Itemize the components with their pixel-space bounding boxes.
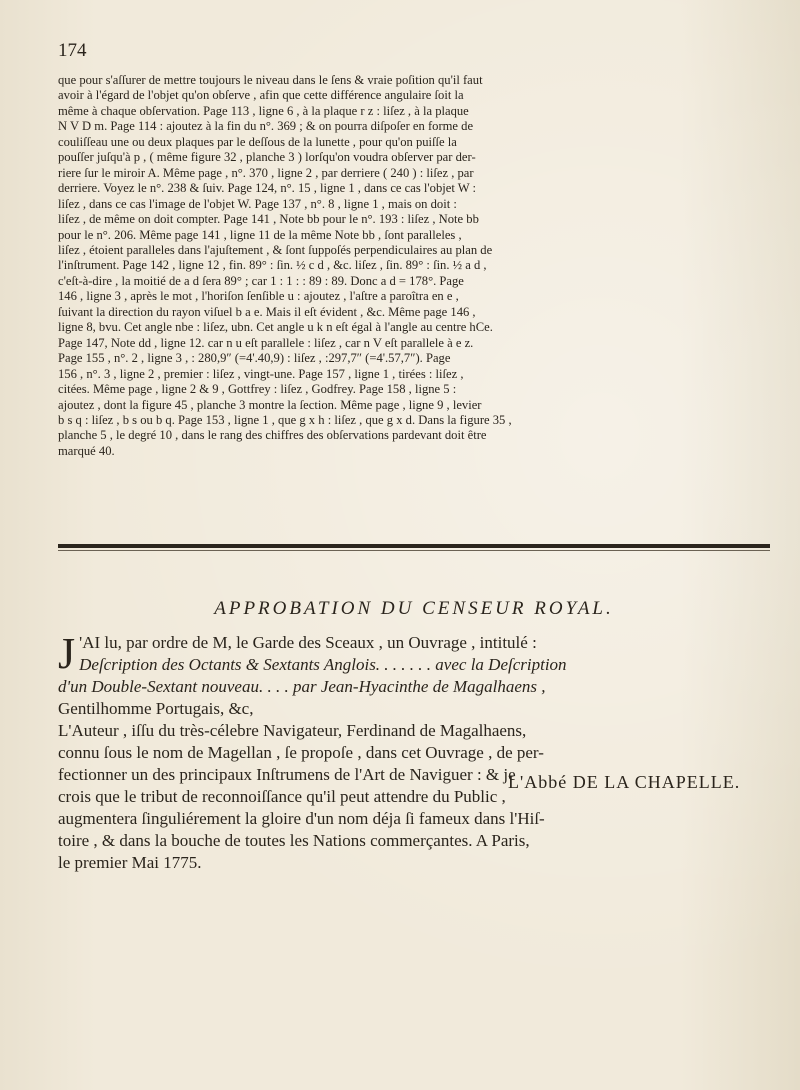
errata-line-11: pour le n°. 206. Même page 141 , ligne 11 de la même Note bb , ſont paralleles , [58, 227, 462, 242]
errata-line-21: citées. Même page , ligne 2 & 9 , Gottfrey : liſez , Godfrey. Page 158 , ligne 5 : [58, 382, 457, 397]
censor-signature: L'Abbé DE LA CHAPELLE. [508, 772, 741, 792]
errata-line-9: liſez , dans ce cas l'image de l'objet W. Page 137 , n°. 8 , ligne 1 , mais on doit : [58, 196, 457, 211]
approbation-line-8: crois que le tribut de reconnoiſſance qu'il peut attendre du Public , [58, 787, 506, 806]
approbation-line-3 [58, 676, 770, 698]
errata-line-7: riere ſur le miroir A. Même page , n°. 370 , ligne 2 , par derriere ( 240 ) : liſez , par [58, 165, 474, 180]
errata-line-3: même à chaque obſervation. Page 113 , ligne 6 , à la plaque r z : liſez , à la plaque [58, 103, 469, 118]
errata-line-13: l'inſtrument. Page 142 , ligne 12 , fin. 89° : ſin. ½ c d , &c. liſez , ſin. 89° : ſin. ½ a d , [58, 258, 487, 273]
approbation-line-11: le premier Mai 1775. [58, 853, 202, 872]
approbation-line-4: Gentilhomme Portugais, &c, [58, 699, 254, 718]
drop-cap: J [58, 629, 76, 678]
errata-line-18: Page 147, Note dd , ligne 12. car n u eſt parallele : liſez , car n V eſt parallele à e z. [58, 335, 474, 350]
errata-line-16: ſuivant la direction du rayon viſuel b a e. Mais il eſt évident , &c. Même page 146 , [58, 304, 476, 319]
approbation-line-10: toire , & dans la bouche de toutes les Nations commerçantes. A Paris, [58, 831, 530, 850]
approbation-title: APPROBATION DU CENSEUR ROYAL. [214, 598, 614, 619]
errata-line-14: c'eſt-à-dire , la moitié de a d ſera 89° ; car 1 : 1 : : 89 : 89. Donc a d = 178°. Page [58, 273, 464, 288]
errata-line-10: liſez , de même on doit compter. Page 141 , Note bb pour le n°. 193 : liſez , Note bb [58, 212, 479, 227]
errata-line-6: pouſſer juſqu'à p , ( même figure 32 , planche 3 ) lorſqu'on voudra obſerver par der- [58, 150, 476, 165]
errata-line-5: couliſſeau une ou deux plaques par le deſſous de la lunette , pour qu'on puiſſe la [58, 134, 457, 149]
approbation-line-2-text: Deſcription des Octants & Sextants Anglois. . . . . . . avec la Deſcription [79, 655, 567, 674]
approbation-line-5: L'Auteur , iſſu du très-célebre Navigateur, Ferdinand de Magalhaens, [58, 721, 527, 740]
errata-line-20: 156 , n°. 3 , ligne 2 , premier : liſez , vingt-une. Page 157 , ligne 1 , tirées : liſez , [58, 366, 464, 381]
approbation-body [58, 629, 770, 874]
errata-line-8: derriere. Voyez le n°. 238 & ſuiv. Page 124, n°. 15 , ligne 1 , dans ce cas l'objet W : [58, 181, 477, 196]
section-divider-thick [58, 544, 770, 548]
errata-line-24: planche 5 , le degré 10 , dans le rang des chiffres des obſervations pardevant doit être [58, 428, 487, 443]
errata-text [58, 73, 766, 459]
approbation-line-2 [58, 654, 770, 676]
errata-line-23: b s q : liſez , b s ou b q. Page 153 , ligne 1 , que g x h : liſez , que g x d. Dans la figure 35 , [58, 412, 512, 427]
errata-line-19: Page 155 , n°. 2 , ligne 3 , : 280,9″ (=4'.40,9) : liſez , :297,7″ (=4'.57,7″). Page [58, 351, 451, 366]
errata-line-1: que pour s'aſſurer de mettre toujours le niveau dans le ſens & vraie poſition qu'il faut [58, 73, 483, 87]
approbation-line-6: connu ſous le nom de Magellan , ſe propoſe , dans cet Ouvrage , de per- [58, 743, 544, 762]
approbation-line-1: 'AI lu, par ordre de M, le Garde des Sceaux , un Ouvrage , intitulé : [79, 633, 537, 652]
errata-line-17: ligne 8, bvu. Cet angle nbe : liſez, ubn. Cet angle u k n eſt égal à l'angle au centre hCe. [58, 320, 493, 335]
section-divider-thin [58, 550, 770, 551]
errata-line-2: avoir à l'égard de l'objet qu'on obſerve , afin que cette différence angulaire ſoit la [58, 88, 464, 103]
approbation-line-7: fectionner un des principaux Inſtrumens de l'Art de Naviguer : & je [58, 765, 516, 784]
approbation-line-9: augmentera ſinguliérement la gloire d'un nom déja ſi fameux dans l'Hiſ- [58, 809, 545, 828]
approbation-line-3-text: d'un Double-Sextant nouveau. . . . par Jean-Hyacinthe de Magalhaens , [58, 677, 546, 696]
errata-line-25: marqué 40. [58, 443, 115, 458]
page-number: 174 [58, 40, 87, 61]
errata-line-12: liſez , étoient paralleles dans l'ajuſtement , & ſont ſuppoſés perpendiculaires au plan de [58, 242, 493, 257]
errata-line-15: 146 , ligne 3 , après le mot , l'horiſon ſenſible u : ajoutez , l'aſtre a paroîtra en e , [58, 289, 459, 304]
errata-line-4: N V D m. Page 114 : ajoutez à la fin du n°. 369 ; & on pourra diſpoſer en forme de [58, 119, 474, 134]
errata-line-22: ajoutez , dont la figure 45 , planche 3 montre la ſection. Même page , ligne 9 , levier [58, 397, 482, 412]
